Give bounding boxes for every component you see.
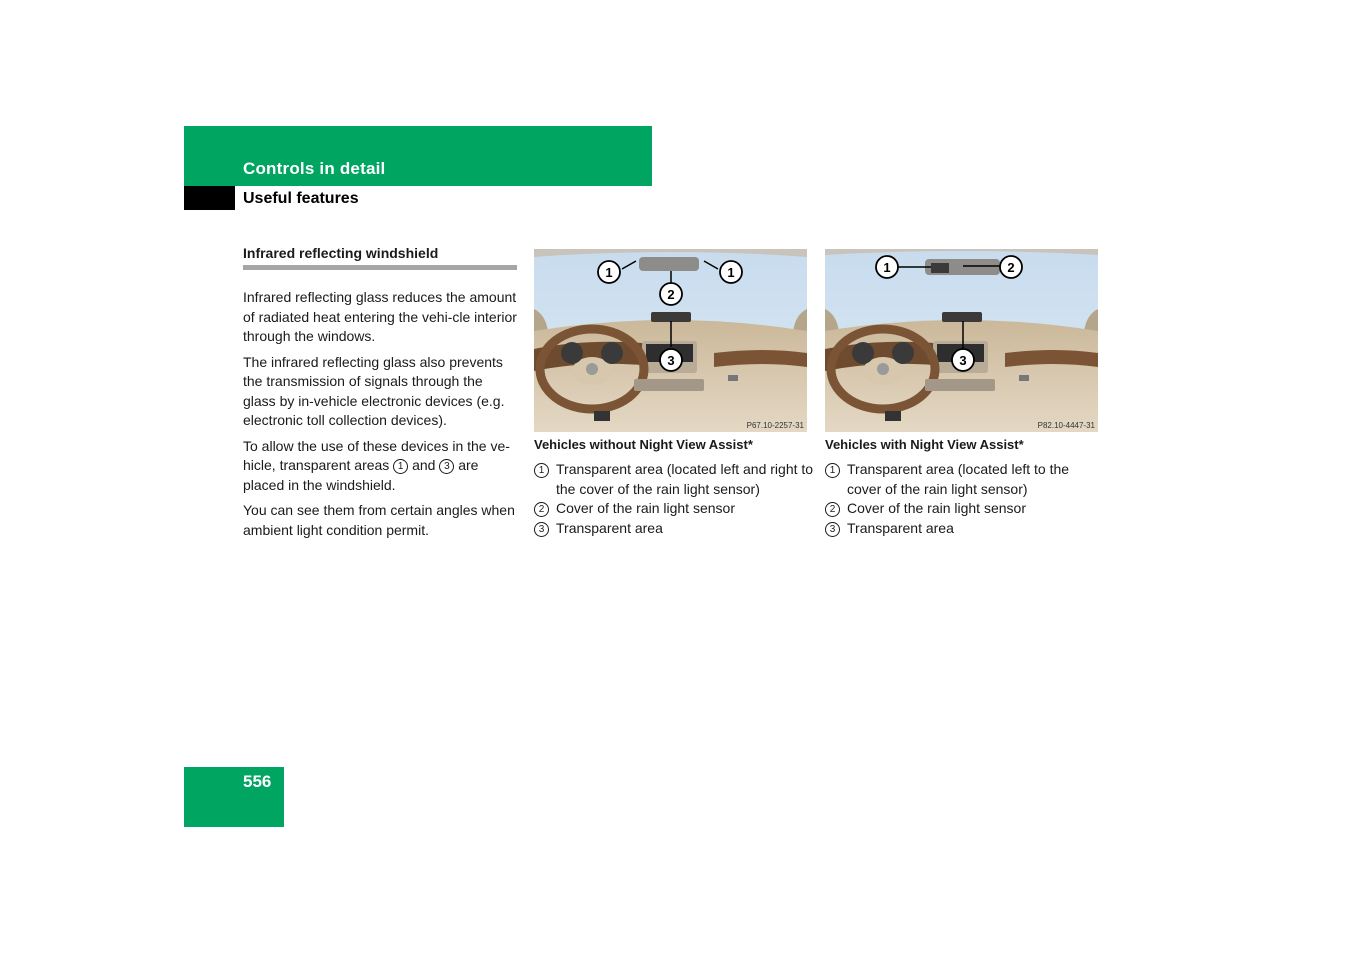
figure-code: P82.10-4447-31 — [1037, 421, 1095, 430]
chapter-title: Controls in detail — [243, 159, 386, 178]
paragraph-2: The infrared reflecting glass also prevents the transmission of signals through the glass by in-vehicle electronic devices (e.g. electronic toll collection devices). — [243, 353, 505, 428]
item-text: Transparent area (located left and right to the cover of the rain light sensor) — [556, 461, 814, 497]
callout-3: 3 — [667, 353, 675, 368]
paragraph-3-end: are placed in the windshield. — [243, 457, 479, 493]
header-marker — [184, 186, 235, 210]
section-title: Infrared reflecting windshield — [243, 245, 517, 270]
list-item — [825, 460, 1105, 499]
callout-1: 1 — [883, 260, 891, 275]
paragraph-3-start: To allow the use of these devices in the ve-hicle, transparent areas — [243, 437, 510, 473]
dashboard-illustration — [534, 249, 807, 432]
figure-1-caption: Vehicles without Night View Assist* — [534, 437, 753, 452]
callout-1-left: 1 — [605, 265, 613, 280]
paragraph-3-and: and — [412, 457, 436, 473]
item-number: 3 — [825, 522, 840, 537]
figure-with-night-view — [825, 249, 1098, 432]
figure-without-night-view — [534, 249, 807, 432]
item-number: 3 — [534, 522, 549, 537]
list-item — [825, 519, 1105, 539]
callout-1-right: 1 — [727, 265, 735, 280]
item-number: 2 — [534, 502, 549, 517]
item-text: Cover of the rain light sensor — [556, 500, 735, 516]
figure-2-legend — [825, 460, 1105, 538]
item-text: Transparent area — [556, 519, 663, 536]
paragraph-3 — [243, 437, 517, 496]
figure-2-caption: Vehicles with Night View Assist* — [825, 437, 1024, 452]
ref-marker-1: 1 — [393, 459, 408, 474]
page-number: 556 — [243, 772, 272, 791]
figure-code: P67.10-2257-31 — [746, 421, 804, 430]
callout-2: 2 — [1007, 260, 1015, 275]
paragraph-1: Infrared reflecting glass reduces the amount of radiated heat entering the vehi-cle interior through the windows. — [243, 289, 517, 344]
paragraph-4: You can see them from certain angles when ambient light condition permit. — [243, 502, 515, 538]
item-text: Transparent area (located left to the cover of the rain light sensor) — [847, 461, 1070, 497]
text-column — [243, 245, 517, 540]
item-number: 1 — [534, 463, 549, 478]
callout-2: 2 — [667, 287, 675, 302]
item-number: 1 — [825, 463, 840, 478]
list-item — [534, 519, 814, 539]
list-item — [534, 499, 814, 519]
dashboard-illustration — [825, 249, 1098, 432]
list-item — [534, 460, 814, 499]
item-number: 2 — [825, 502, 840, 517]
item-text: Cover of the rain light sensor — [847, 500, 1026, 516]
ref-marker-3: 3 — [439, 459, 454, 474]
callout-3: 3 — [959, 353, 967, 368]
item-text: Transparent area — [847, 519, 954, 536]
list-item — [825, 499, 1105, 519]
figure-1-legend — [534, 460, 814, 538]
section-subtitle: Useful features — [243, 190, 359, 207]
